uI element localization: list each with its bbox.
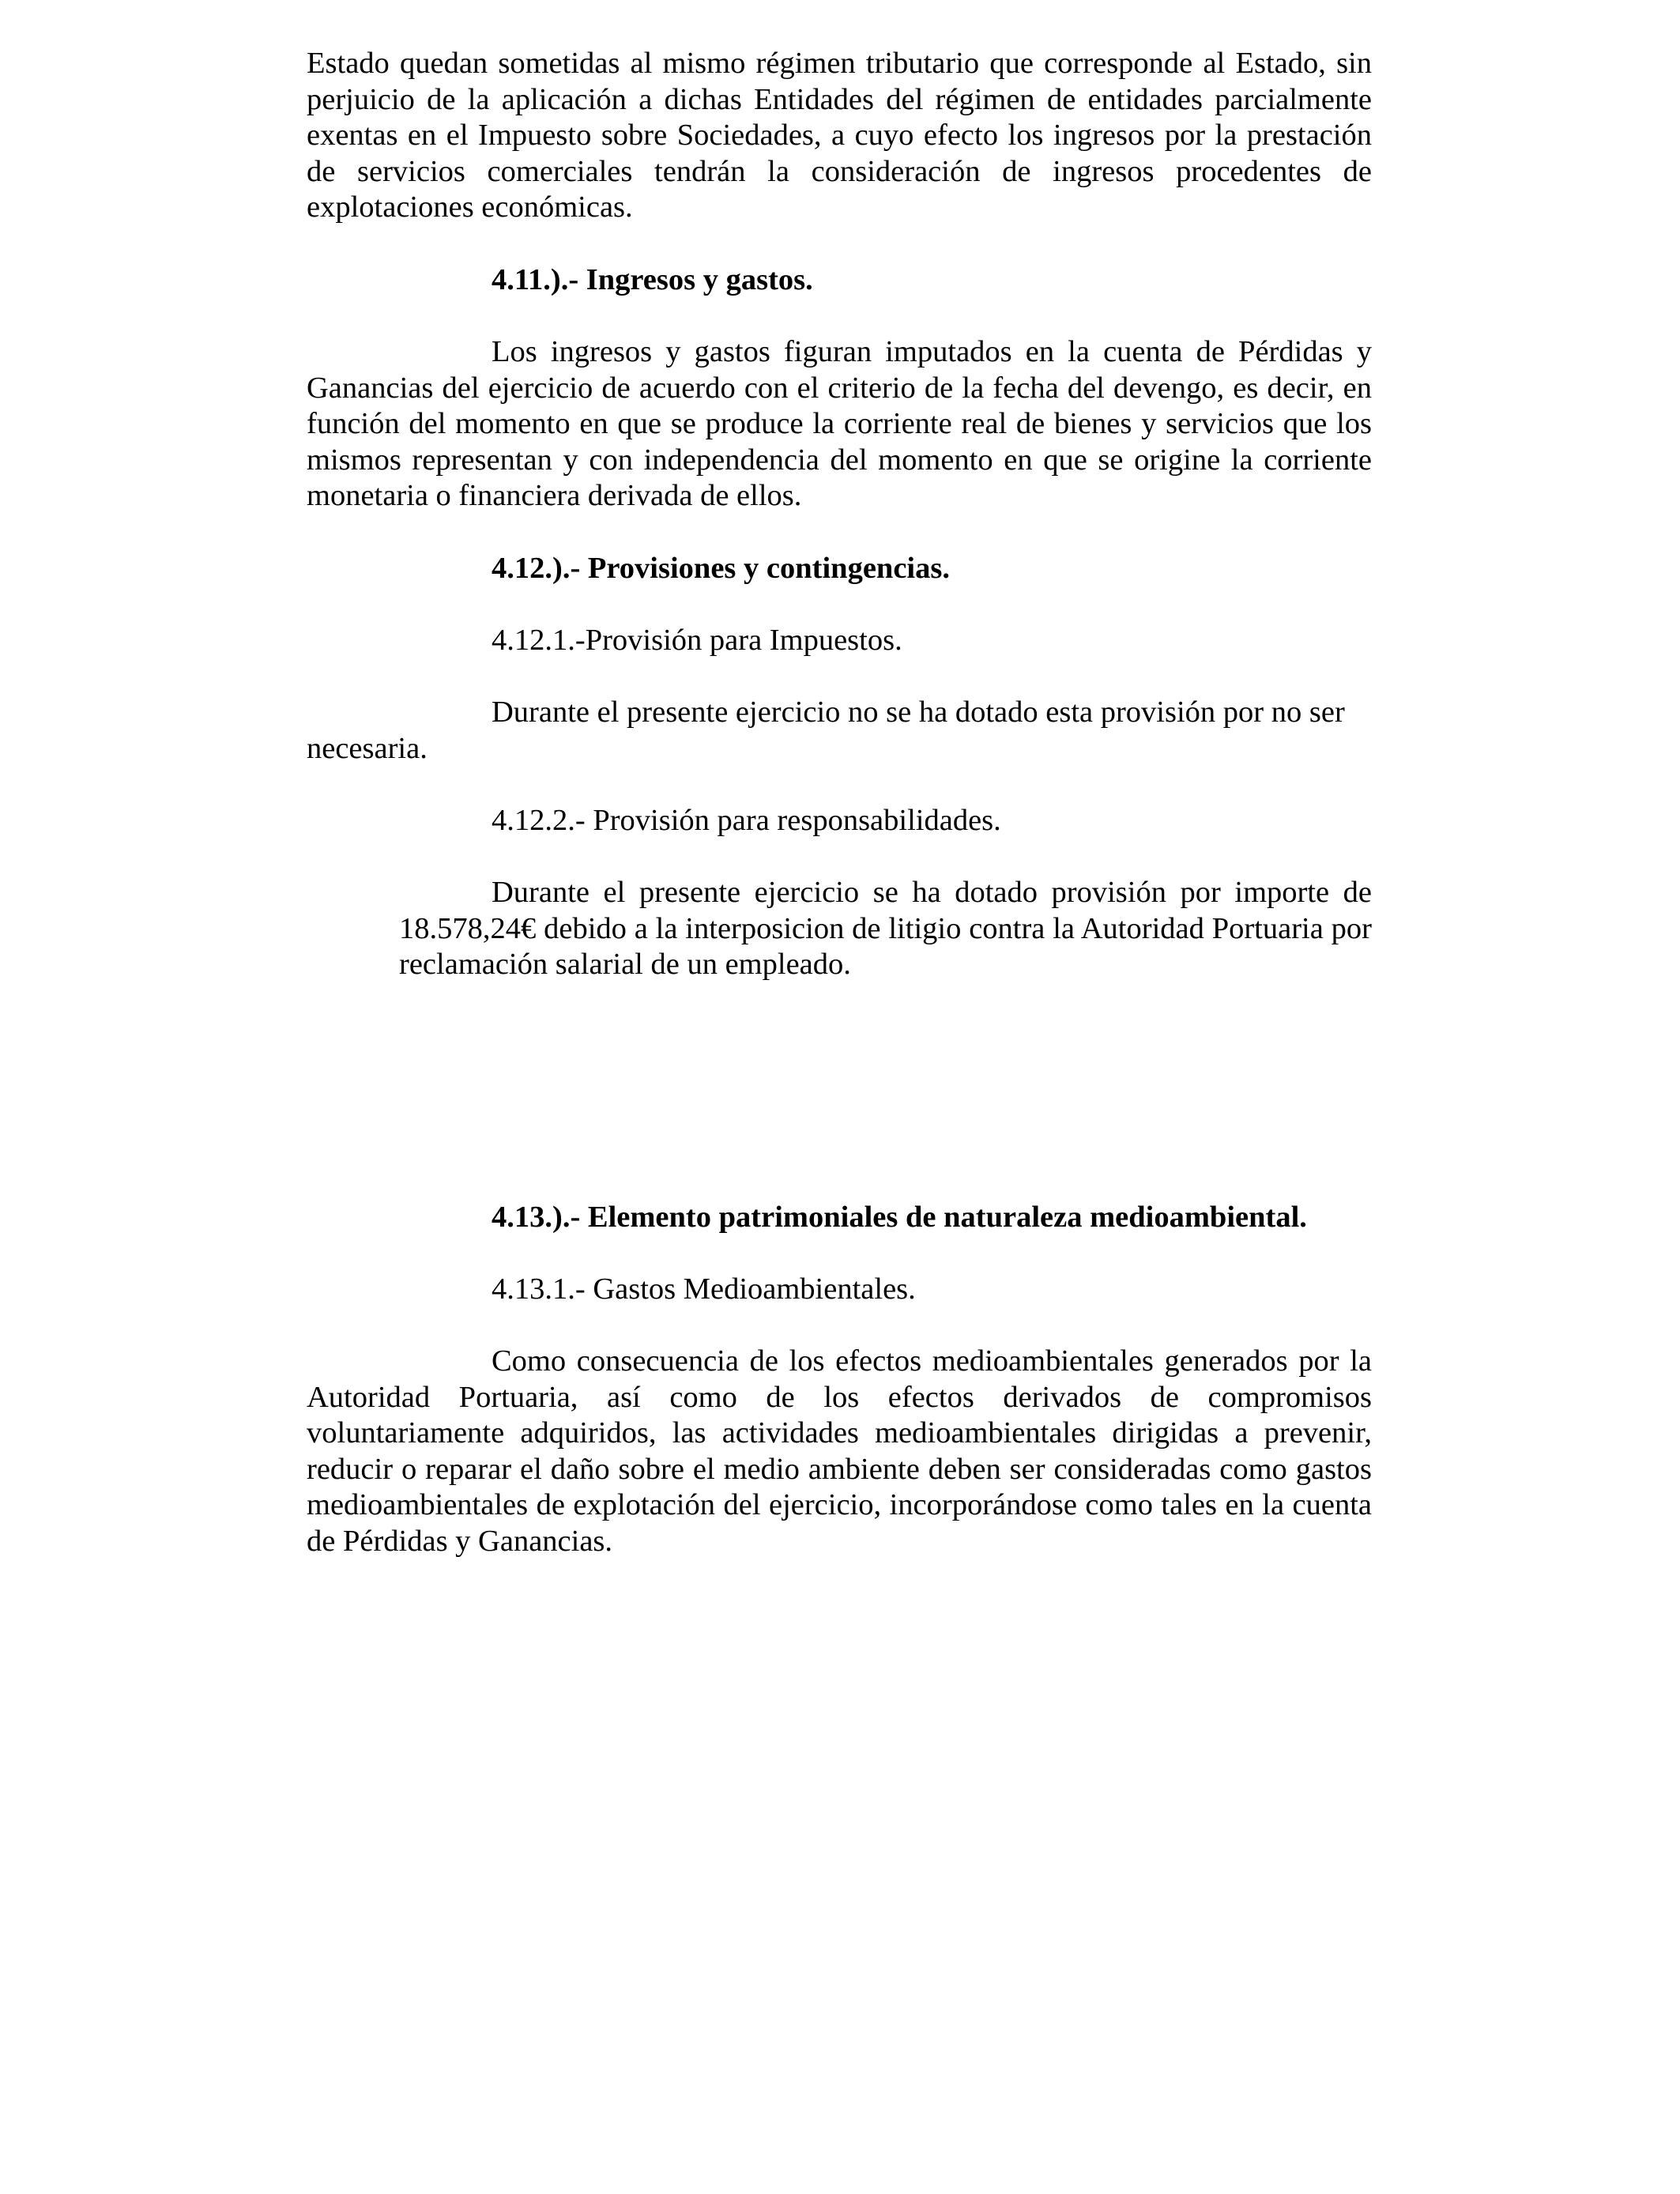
- subsection-heading-4-12-1: 4.12.1.-Provisión para Impuestos.: [492, 624, 902, 657]
- paragraph-regimen-tributario: Estado quedan sometidas al mismo régimen tributario que corresponde al Estado, sin perjuicio de la aplicación a dichas Entidades del régimen de entidades parcialmente exentas en el Impuesto sobre Sociedades, a cuyo efecto los ingresos por la prestación de servicios comerciales tendrán la consideración de ingresos procedentes de explotaciones económicas.: [307, 47, 1372, 224]
- paragraph-gastos-medioambientales: Como consecuencia de los efectos medioambientales generados por la Autoridad Portuaria, así como de los efectos derivados de compromisos voluntariamente adquiridos, las actividades medioambientales dirigidas a prevenir, reducir o reparar el daño sobre el medio ambiente deben ser consideradas como gastos medioambientales de explotación del ejercicio, incorporándose como tales en la cuenta de Pérdidas y Ganancias.: [307, 1344, 1372, 1558]
- section-heading-4-13: 4.13.).- Elemento patrimoniales de naturaleza medioambiental.: [492, 1201, 1307, 1234]
- paragraph-provision-impuestos-line1: Durante el presente ejercicio no se ha dotado esta provisión por no ser: [492, 696, 1345, 729]
- paragraph-ingresos-gastos: Los ingresos y gastos figuran imputados en la cuenta de Pérdidas y Ganancias del ejercicio de acuerdo con el criterio de la fecha del devengo, es decir, en función del momento en que se produce la corriente real de bienes y servicios que los mismos representan y con independencia del momento en que se origine la corriente monetaria o financiera derivada de ellos.: [307, 335, 1372, 513]
- paragraph-provision-impuestos-line2: necesaria.: [307, 732, 428, 765]
- section-heading-4-11: 4.11.).- Ingresos y gastos.: [492, 263, 813, 296]
- subsection-heading-4-13-1: 4.13.1.- Gastos Medioambientales.: [492, 1272, 916, 1306]
- subsection-heading-4-12-2: 4.12.2.- Provisión para responsabilidades.: [492, 804, 1001, 837]
- section-heading-4-12: 4.12.).- Provisiones y contingencias.: [492, 552, 950, 585]
- paragraph-provision-responsabilidades: Durante el presente ejercicio se ha dotado provisión por importe de 18.578,24€ debido a la interposicion de litigio contra la Autoridad Portuaria por reclamación salarial de un empleado.: [399, 876, 1372, 982]
